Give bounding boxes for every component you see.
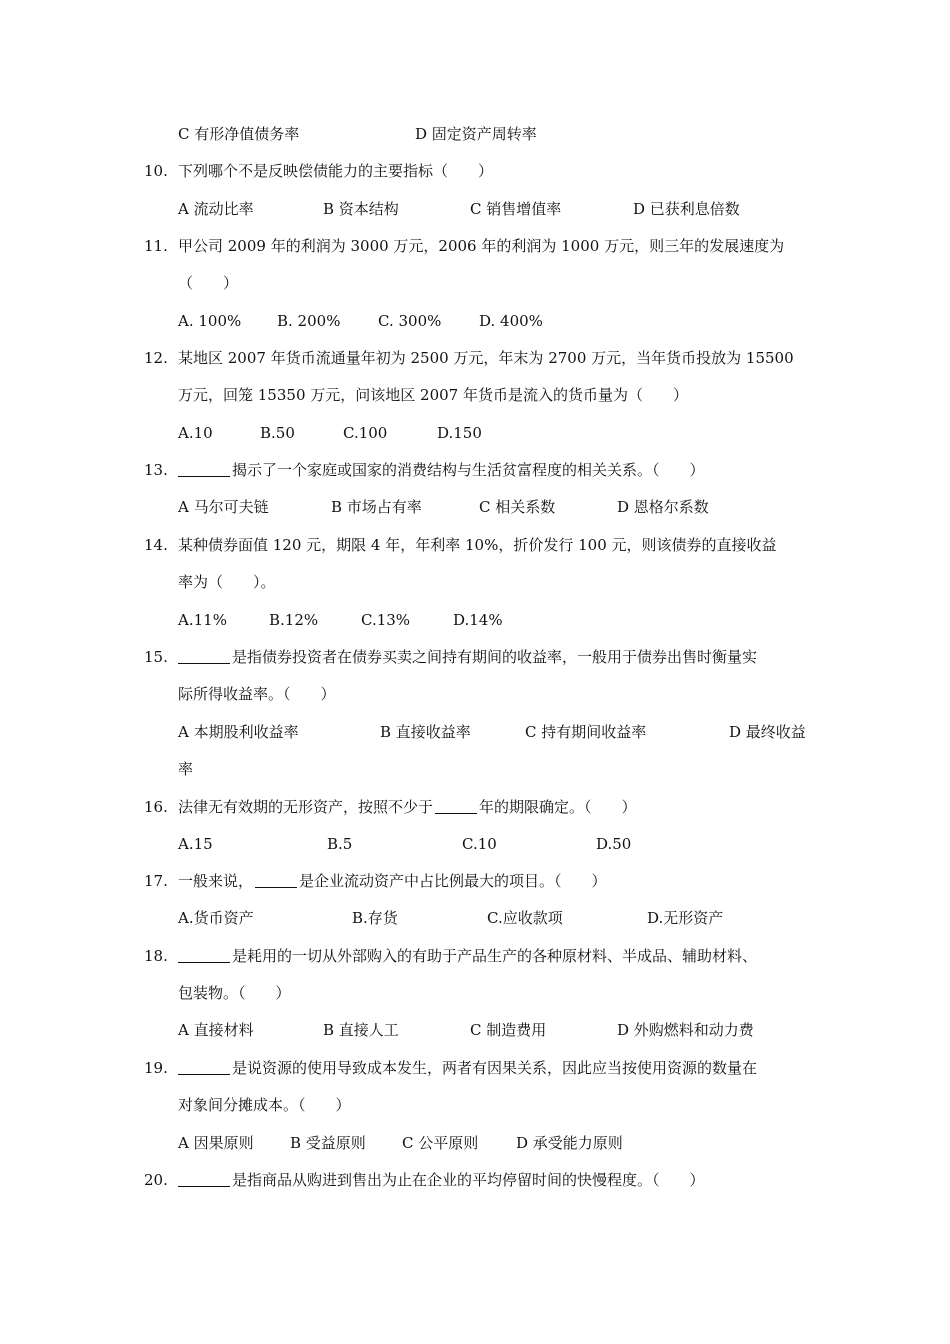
q13-option-d: D 恩格尔系数 bbox=[617, 498, 709, 516]
q12-number: 12. bbox=[144, 349, 168, 367]
q18-stem-line2: 包装物。（ ） bbox=[178, 984, 291, 1002]
q15-option-b: B 直接收益率 bbox=[380, 723, 471, 741]
q10-number: 10. bbox=[144, 162, 168, 180]
q18-stem-line1: 是耗用的一切从外部购入的有助于产品生产的各种原材料、半成品、辅助材料、 bbox=[232, 947, 758, 965]
q20-number: 20. bbox=[144, 1171, 168, 1189]
q16-option-d: D.50 bbox=[596, 835, 632, 853]
q17-number: 17. bbox=[144, 872, 168, 890]
q15-option-d: D 最终收益 bbox=[729, 723, 806, 741]
q17-option-d: D.无形资产 bbox=[647, 909, 724, 927]
q19-option-a: A 因果原则 bbox=[178, 1134, 254, 1152]
q20-blank bbox=[178, 1170, 230, 1187]
q19-number: 19. bbox=[144, 1059, 168, 1077]
q15-option-c: C 持有期间收益率 bbox=[525, 723, 647, 741]
q19-stem-line1: 是说资源的使用导致成本发生，两者有因果关系，因此应当按使用资源的数量在 bbox=[232, 1059, 758, 1077]
q19-stem-row bbox=[178, 1058, 757, 1078]
q16-option-c: C.10 bbox=[462, 835, 497, 853]
q17-blank bbox=[255, 871, 297, 888]
q15-number: 15. bbox=[144, 648, 168, 666]
q13-option-a: A 马尔可夫链 bbox=[178, 498, 269, 516]
q12-stem-line2: 万元，回笼 15350 万元，问该地区 2007 年货币是流入的货币量为（ ） bbox=[178, 386, 688, 404]
q14-number: 14. bbox=[144, 536, 168, 554]
q13-stem: 揭示了一个家庭或国家的消费结构与生活贫富程度的相关关系。（ ） bbox=[232, 461, 705, 479]
q13-option-b: B 市场占有率 bbox=[331, 498, 422, 516]
q10-option-d: D 已获利息倍数 bbox=[633, 200, 740, 218]
q18-option-c: C 制造费用 bbox=[470, 1021, 547, 1039]
q16-option-b: B.5 bbox=[327, 835, 353, 853]
q12-stem-line1: 某地区 2007 年货币流通量年初为 2500 万元，年末为 2700 万元，当年货币投放为 15500 bbox=[178, 349, 794, 367]
q19-stem-line2: 对象间分摊成本。（ ） bbox=[178, 1096, 351, 1114]
q17-stem-pre: 一般来说， bbox=[178, 872, 254, 890]
q18-stem-row bbox=[178, 946, 757, 966]
q13-number: 13. bbox=[144, 461, 168, 479]
q11-option-c: C. 300% bbox=[378, 312, 442, 330]
q11-option-d: D. 400% bbox=[479, 312, 543, 330]
q17-option-b: B.存货 bbox=[352, 909, 398, 927]
q15-stem-line2: 际所得收益率。（ ） bbox=[178, 685, 336, 703]
q11-stem-line1: 甲公司 2009 年的利润为 3000 万元，2006 年的利润为 1000 万元，则三年的发展速度为 bbox=[178, 237, 785, 255]
q15-stem-row bbox=[178, 647, 757, 667]
q11-option-a: A. 100% bbox=[178, 312, 242, 330]
q18-blank bbox=[178, 946, 230, 963]
q16-stem-pre: 法律无有效期的无形资产，按照不少于 bbox=[178, 798, 434, 816]
q16-blank bbox=[435, 797, 477, 814]
q14-stem-line2: 率为（ ）。 bbox=[178, 573, 276, 591]
q9-option-c: C 有形净值债务率 bbox=[178, 125, 300, 143]
q14-option-a: A.11% bbox=[178, 611, 227, 629]
q19-blank bbox=[178, 1058, 230, 1075]
q16-number: 16. bbox=[144, 798, 168, 816]
q19-option-b: B 受益原则 bbox=[290, 1134, 366, 1152]
q19-option-d: D 承受能力原则 bbox=[516, 1134, 623, 1152]
q17-stem-row bbox=[178, 871, 607, 891]
q10-option-c: C 销售增值率 bbox=[470, 200, 562, 218]
q12-option-b: B.50 bbox=[260, 424, 295, 442]
q15-blank bbox=[178, 647, 230, 664]
q20-stem: 是指商品从购进到售出为止在企业的平均停留时间的快慢程度。（ ） bbox=[232, 1171, 705, 1189]
q17-stem-post: 是企业流动资产中占比例最大的项目。（ ） bbox=[299, 872, 607, 890]
q16-stem-row bbox=[178, 797, 637, 817]
q11-stem-line2: （ ） bbox=[178, 274, 239, 292]
q15-option-d-wrap: 率 bbox=[178, 760, 194, 778]
q13-option-c: C 相关系数 bbox=[479, 498, 556, 516]
q12-option-d: D.150 bbox=[437, 424, 482, 442]
q18-option-d: D 外购燃料和动力费 bbox=[617, 1021, 754, 1039]
q14-stem-line1: 某种债券面值 120 元，期限 4 年，年利率 10%，折价发行 100 元，则该债券的直接收益 bbox=[178, 536, 777, 554]
q14-option-b: B.12% bbox=[269, 611, 319, 629]
q15-option-a: A 本期股利收益率 bbox=[178, 723, 299, 741]
q12-option-c: C.100 bbox=[343, 424, 388, 442]
q13-stem-row bbox=[178, 460, 705, 480]
q10-option-a: A 流动比率 bbox=[178, 200, 254, 218]
q16-stem-post: 年的期限确定。（ ） bbox=[479, 798, 637, 816]
q13-blank bbox=[178, 460, 230, 477]
q19-option-c: C 公平原则 bbox=[402, 1134, 479, 1152]
q14-option-d: D.14% bbox=[453, 611, 503, 629]
q17-option-a: A.货币资产 bbox=[178, 909, 254, 927]
q9-option-d: D 固定资产周转率 bbox=[415, 125, 537, 143]
q18-option-a: A 直接材料 bbox=[178, 1021, 254, 1039]
q11-number: 11. bbox=[144, 237, 168, 255]
q15-stem-line1: 是指债券投资者在债券买卖之间持有期间的收益率，一般用于债券出售时衡量实 bbox=[232, 648, 758, 666]
q10-stem: 下列哪个不是反映偿债能力的主要指标（ ） bbox=[178, 162, 494, 180]
q14-option-c: C.13% bbox=[361, 611, 411, 629]
q16-option-a: A.15 bbox=[178, 835, 213, 853]
q11-option-b: B. 200% bbox=[277, 312, 341, 330]
q10-option-b: B 资本结构 bbox=[323, 200, 399, 218]
q12-option-a: A.10 bbox=[178, 424, 213, 442]
q18-number: 18. bbox=[144, 947, 168, 965]
q20-stem-row bbox=[178, 1170, 705, 1190]
q18-option-b: B 直接人工 bbox=[323, 1021, 399, 1039]
q17-option-c: C.应收款项 bbox=[487, 909, 563, 927]
